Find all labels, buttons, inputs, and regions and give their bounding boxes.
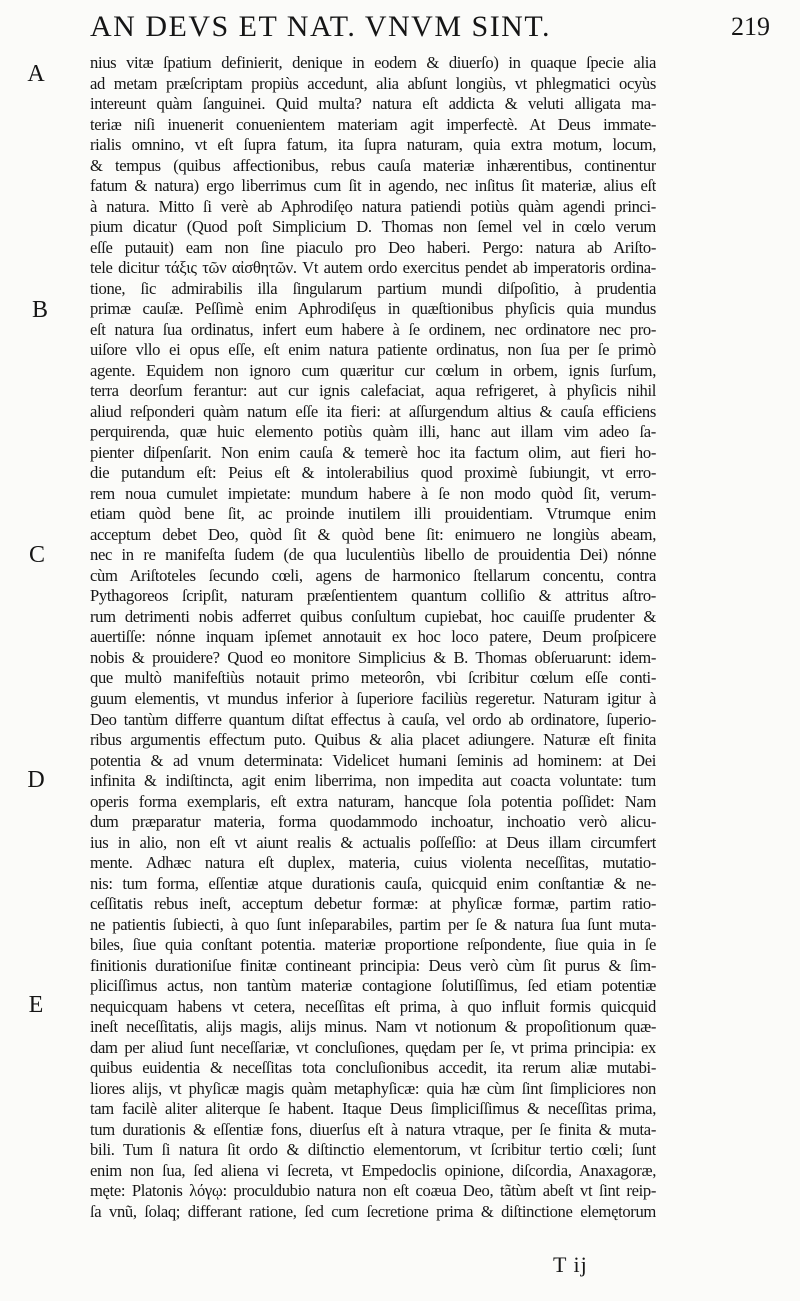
text-line: pienter diſpenſarit. Non enim cauſa & temerè hoc ita factum olim, aut fieri ho- bbox=[90, 442, 656, 462]
text-line: tam facilè aliter aliterque ſe habent. Itaque Deus ſimpliciſſimus & neceſſitas prima, bbox=[90, 1099, 656, 1119]
text-line: nis: tum forma, eſſentiæ atque durationis cauſa, quicquid enim conſtantiæ & ne- bbox=[90, 873, 656, 893]
text-line: potentia & ad vnum determinata: Videlicet humani ſeminis ad hominem: at Dei bbox=[90, 750, 656, 770]
text-line: que multò manifeſtiùs notauit primo meteorôn, vbi ſcribitur cœlum eſſe conti- bbox=[90, 668, 656, 688]
text-line: ceſſitatis rebus ineſt, acceptum debetur formæ: at phyſicæ formæ, partim ratio- bbox=[90, 894, 656, 914]
text-line: fatum & natura) ergo liberrimus cum ſit in agendo, nec inſitus ſit materiæ, alius eſt bbox=[90, 176, 656, 196]
text-line: perquirenda, quæ huic elemento potiùs quàm illi, hanc aut illam vim adeo ſa- bbox=[90, 422, 656, 442]
margin-letter-c: C bbox=[28, 542, 45, 568]
text-line: rialis omnino, vt eſt ſupra fatum, ita ſupra naturam, quia extra motum, locum, bbox=[90, 135, 656, 155]
text-line: Deo tantùm differre quantum diſtat effectus à cauſa, vel ordo ab ordinatore, ſuperio- bbox=[90, 709, 656, 729]
text-line: infinita & indiſtincta, agit enim liberrima, non impedita aut coacta voluntate: tum bbox=[90, 771, 656, 791]
text-line: intereunt quàm ſanguinei. Quid multa? natura eſt addicta & veluti alligata ma- bbox=[90, 94, 656, 114]
text-line: liores alijs, vt phyſicæ magis quàm metaphyſicæ: quia hæ cùm ſint ſimpliciores non bbox=[90, 1078, 656, 1098]
text-line: quibus euidentia & neceſſitas tota concluſionibus accedit, ita rerum aliæ mutabi- bbox=[90, 1058, 656, 1078]
text-line: auertiſſe: nónne inquam ipſemet annotauit ex hoc loco patere, Deum proſpicere bbox=[90, 627, 656, 647]
text-line: eſt natura ſua ordinatus, infert eum habere à ſe ordinem, nec ordinatore nec pro- bbox=[90, 319, 656, 339]
text-line: nius vitæ ſpatium definierit, denique in eodem & diuerſo) in quaque ſpecie alia bbox=[90, 53, 656, 72]
running-title: AN DEVS ET NAT. VNVM SINT. bbox=[90, 10, 551, 43]
text-line: teriæ niſi inuenerit conuenientem materiam agit imperfectè. At Deus immate- bbox=[90, 114, 656, 134]
margin-letter-a: A bbox=[27, 61, 45, 87]
text-line: dam per aliud ſunt neceſſariæ, vt concluſiones, quędam per ſe, vt prima principia: ex bbox=[90, 1037, 656, 1057]
text-line: uiſore vllo ei opus eſſe, eſt enim natura patiente ordinatus, non ſua per ſe primò bbox=[90, 340, 656, 360]
text-line: aliud reſponderi quàm natum eſſe ita fieri: at aſſurgendum altius & cauſa efficiens bbox=[90, 401, 656, 421]
text-line: agente. Equidem non ignoro cum quæritur cur cœlum in orbem, ignis ſurſum, bbox=[90, 360, 656, 380]
text-line: męte: Platonis λόγῳ: proculdubio natura non eſt coæua Deo, tãtùm abeſt vt ſint reip- bbox=[90, 1181, 656, 1201]
margin-letter-e: E bbox=[28, 992, 44, 1018]
text-line: rum detrimenti nobis adferret quibus conſultum cupiebat, hoc cauiſſe prudenter & bbox=[90, 606, 656, 626]
text-line: ad metam præſcriptam propiùs accedunt, alia abſunt longiùs, vt phlegmatici ocyùs bbox=[90, 73, 656, 93]
text-line: nobis & prouidere? Quod eo monitore Simplicius & B. Thomas obſeruarunt: idem- bbox=[90, 647, 656, 667]
text-line: biles, ſiue quia conſtant potentia. materiæ proportione reſpondente, ſiue quia in ſe bbox=[90, 935, 656, 955]
text-line: die putandum eſt: Peius eſt & intolerabilius quod proximè ſubiungit, vt erro- bbox=[90, 463, 656, 483]
text-line: pliciſſimus actus, non tantùm materiæ contagione ſolutiſſimus, ſed etiam potentiæ bbox=[90, 976, 656, 996]
text-line: guum elementis, vt mundus inferior à ſuperiore faciliùs regeretur. Naturam igitur à bbox=[90, 688, 656, 708]
running-head bbox=[84, 10, 780, 44]
text-line: nec in re manifeſta ſudem (de qua luculentiùs libello de prouidentia Dei) nónne bbox=[90, 545, 656, 565]
text-line: mente. Adhæc natura eſt duplex, materia, cuius violenta neceſſitas, mutatio- bbox=[90, 853, 656, 873]
margin-letter-b: B bbox=[31, 297, 48, 323]
text-line: operis forma exemplaris, eſt extra naturam, hancque ſola potentia poſſidet: Nam bbox=[90, 791, 656, 811]
text-line: Pythagoreos ſcripſit, naturam præſentientem quantum colliſio & attritus aſtro- bbox=[90, 586, 656, 606]
text-line: ribus argumentis effectum puto. Quibus & alia placet adiungere. Naturæ eſt finita bbox=[90, 730, 656, 750]
signature-mark: T ij bbox=[553, 1252, 588, 1277]
text-line: tum durationis & eſſentiæ fons, diuerſus eſt à natura vtraque, per ſe finita & muta- bbox=[90, 1119, 656, 1139]
text-line: tele dicitur τάξις τῶν αἰσθητῶν. Vt autem ordo exercitus pendet ab imperatoris ordina- bbox=[90, 258, 656, 278]
text-line: enim non ſua, ſed aliena vi ſecreta, vt Empedoclis opinione, diſcordia, Anaxagoræ, bbox=[90, 1160, 656, 1180]
text-line: etiam quòd bene ſit, ac proinde inutilem illi prouidentiam. Vtrumque enim bbox=[90, 504, 656, 524]
text-line: rem noua cumulet impietate: mundum habere à ſe non modo quòd ſit, verum- bbox=[90, 483, 656, 503]
page-number: 219 bbox=[731, 12, 770, 41]
text-line: pium dicatur (Quod poſt Simplicium D. Thomas non ſemel vel in cœlo verum bbox=[90, 217, 656, 237]
text-line: dum præparatur materia, forma quodammodo inchoatur, inchoatio verò alicu- bbox=[90, 812, 656, 832]
text-line: & tempus (quibus affectionibus, rebus cauſa materiæ inhærentibus, continentur bbox=[90, 155, 656, 175]
text-line: terra deorſum ferantur: aut cur ignis calefaciat, aqua refrigeret, à phyſicis nihil bbox=[90, 381, 656, 401]
body-text bbox=[90, 53, 656, 1222]
margin-letter-d: D bbox=[27, 767, 45, 793]
text-line: primæ cauſæ. Peſſimè enim Aphrodiſęus in quæſtionibus phyſicis quia mundus bbox=[90, 299, 656, 319]
text-line: acceptum debet Deo, quòd ſit & quòd bene ſit: enimuero ne longiùs abeam, bbox=[90, 524, 656, 544]
text-line: cùm Ariſtoteles ſecundo cœli, agens de harmonico ſtellarum concentu, contra bbox=[90, 565, 656, 585]
text-line: eſſe putauit) eam non ſine piaculo pro Deo haberi. Pergo: natura ab Ariſto- bbox=[90, 237, 656, 257]
text-line: ineſt neceſſitatis, alijs magis, alijs minus. Nam vt notionum & propoſitionum quæ- bbox=[90, 1017, 656, 1037]
text-line: tione, ſic admirabilis illa ſingularum partium mundi diſpoſitio, à prudentia bbox=[90, 278, 656, 298]
text-line: finitionis durationiſue finitæ contineant principia: Deus verò cùm ſit purus & ſim- bbox=[90, 955, 656, 975]
text-line: nequicquam habens vt cetera, neceſſitas eſt prima, à quo influit formis quicquid bbox=[90, 996, 656, 1016]
text-line: à natura. Mitto ſi verè ab Aphrodiſęo natura patiendi potiùs quàm agendi princi- bbox=[90, 196, 656, 216]
text-line: ſa vnũ, ſolaq; differant ratione, ſed cum ſecretione prima & diſtinctione elemętorum bbox=[90, 1201, 656, 1221]
text-line: ius in alio, non eſt vt aiunt realis & actualis poſſeſſio: at Deus illam circumfert bbox=[90, 832, 656, 852]
text-line: bili. Tum ſi natura ſit ordo & diſtinctio elementorum, vt ſcribitur tertio cœli; ſunt bbox=[90, 1140, 656, 1160]
text-line: ne patientis ſubiecti, à quo ſunt inſeparabiles, partim per ſe & natura ſua ſunt muta- bbox=[90, 914, 656, 934]
